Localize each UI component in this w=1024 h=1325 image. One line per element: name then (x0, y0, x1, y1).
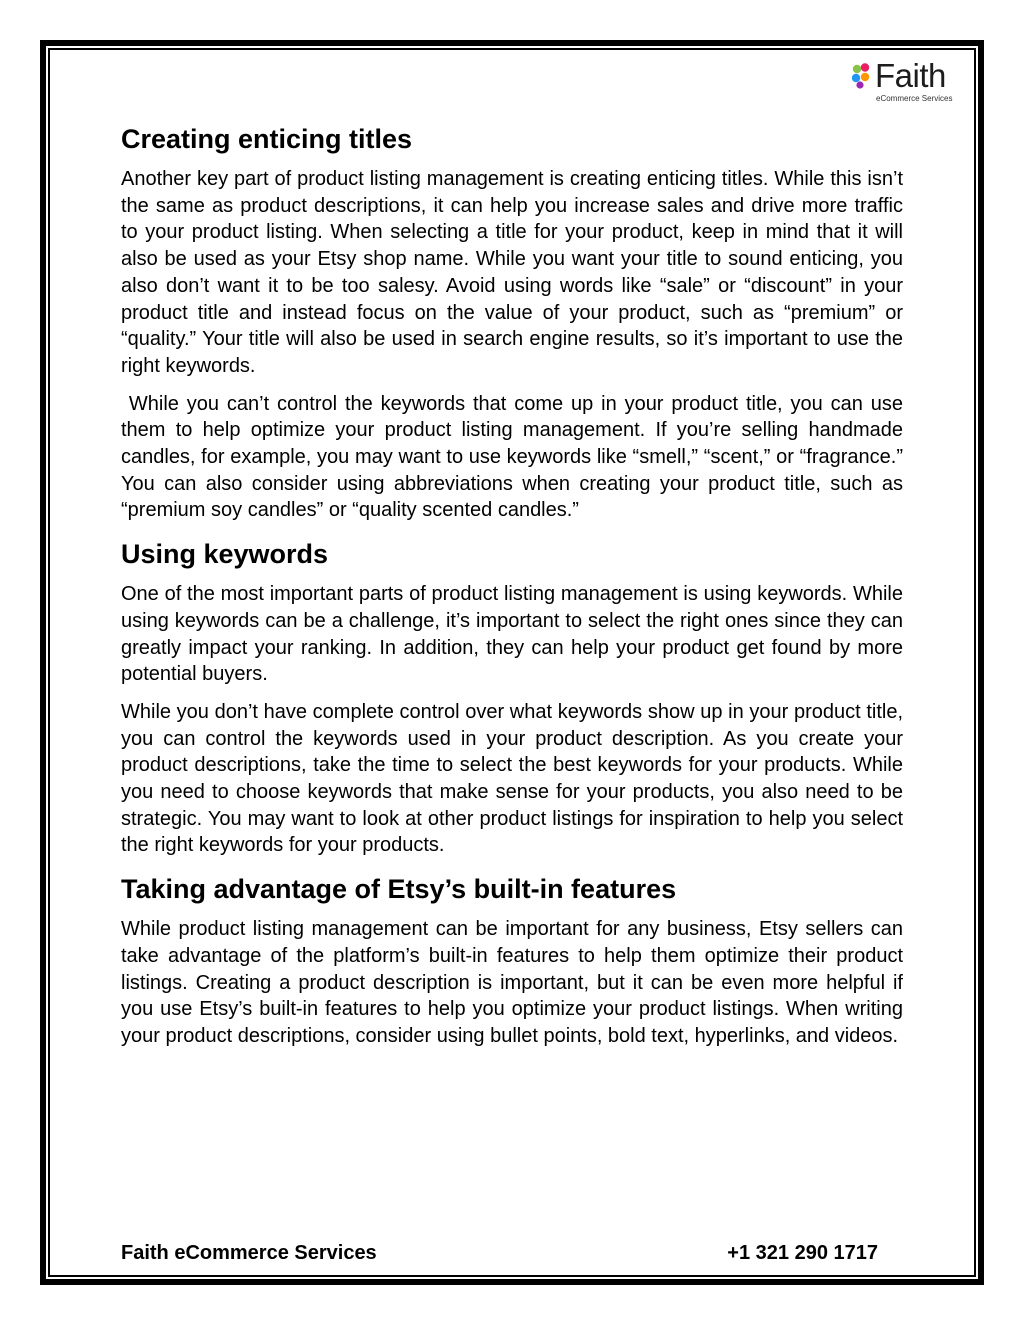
section-creating-enticing-titles (121, 120, 909, 524)
paragraph: While product listing management can be important for any business, Etsy sellers can take advantage of the platform’s built-in features to help them optimize their product listings. Creating a product description is important, but it can be even more helpful if you use Etsy’s built-in features to help you optimize your product listings. When writing your product descriptions, consider using bullet points, bold text, hyperlinks, and videos. (121, 918, 903, 1047)
footer-company-name: Faith eCommerce Services (121, 1242, 377, 1264)
paragraph: One of the most important parts of product listing management is using keywords. While using keywords can be a challenge, it’s important to select the right ones since they can greatly impact your ranking. In addition, they can help your product get found by more potential buyers. (121, 583, 903, 686)
faith-logo (851, 58, 963, 106)
logo-tagline: eCommerce Services (876, 94, 953, 103)
section-heading: Creating enticing titles (121, 124, 413, 154)
logo-wordmark: Faith (875, 57, 946, 94)
section-etsy-built-in-features (121, 870, 903, 1050)
footer-phone-number: +1 321 290 1717 (727, 1242, 878, 1264)
section-heading: Using keywords (121, 539, 329, 570)
flower-logo-icon (851, 63, 875, 89)
paragraph: Another key part of product listing management is creating enticing titles. While this isn’t the same as product descriptions, it can help you increase sales and drive more traffic to your product listing. When selecting a title for your product, keep in mind that it will also be used as your Etsy shop name. While you want your title to sound enticing, you also don’t want it to be too salesy. Avoid using words like “sale” or “discount” in your product title and instead focus on the value of your product, such as “premium” or “quality.” Your title will also be used in search engine results, so it’s important to use the right keywords. (121, 168, 903, 377)
paragraph: While you can’t control the keywords that come up in your product title, you can use them to help optimize your product listing management. If you’re selling handmade candles, for example, you may want to use keywords like “smell,” “scent,” or “fragrance.” You can also consider using abbreviations when creating your product title, such as “premium soy candles” or “quality scented candles.” (121, 392, 909, 522)
section-using-keywords (121, 535, 903, 859)
article-content (121, 120, 909, 1061)
section-heading: Taking advantage of Etsy’s built-in features (121, 874, 677, 905)
paragraph: While you don’t have complete control over what keywords show up in your product title, you can control the keywords used in your product description. As you create your product descriptions, take the time to select the best keywords for your products. While you need to choose keywords that make sense for your products, you also need to be strategic. You may want to look at other product listings for inspiration to help you select the right keywords for your products. (121, 700, 903, 857)
